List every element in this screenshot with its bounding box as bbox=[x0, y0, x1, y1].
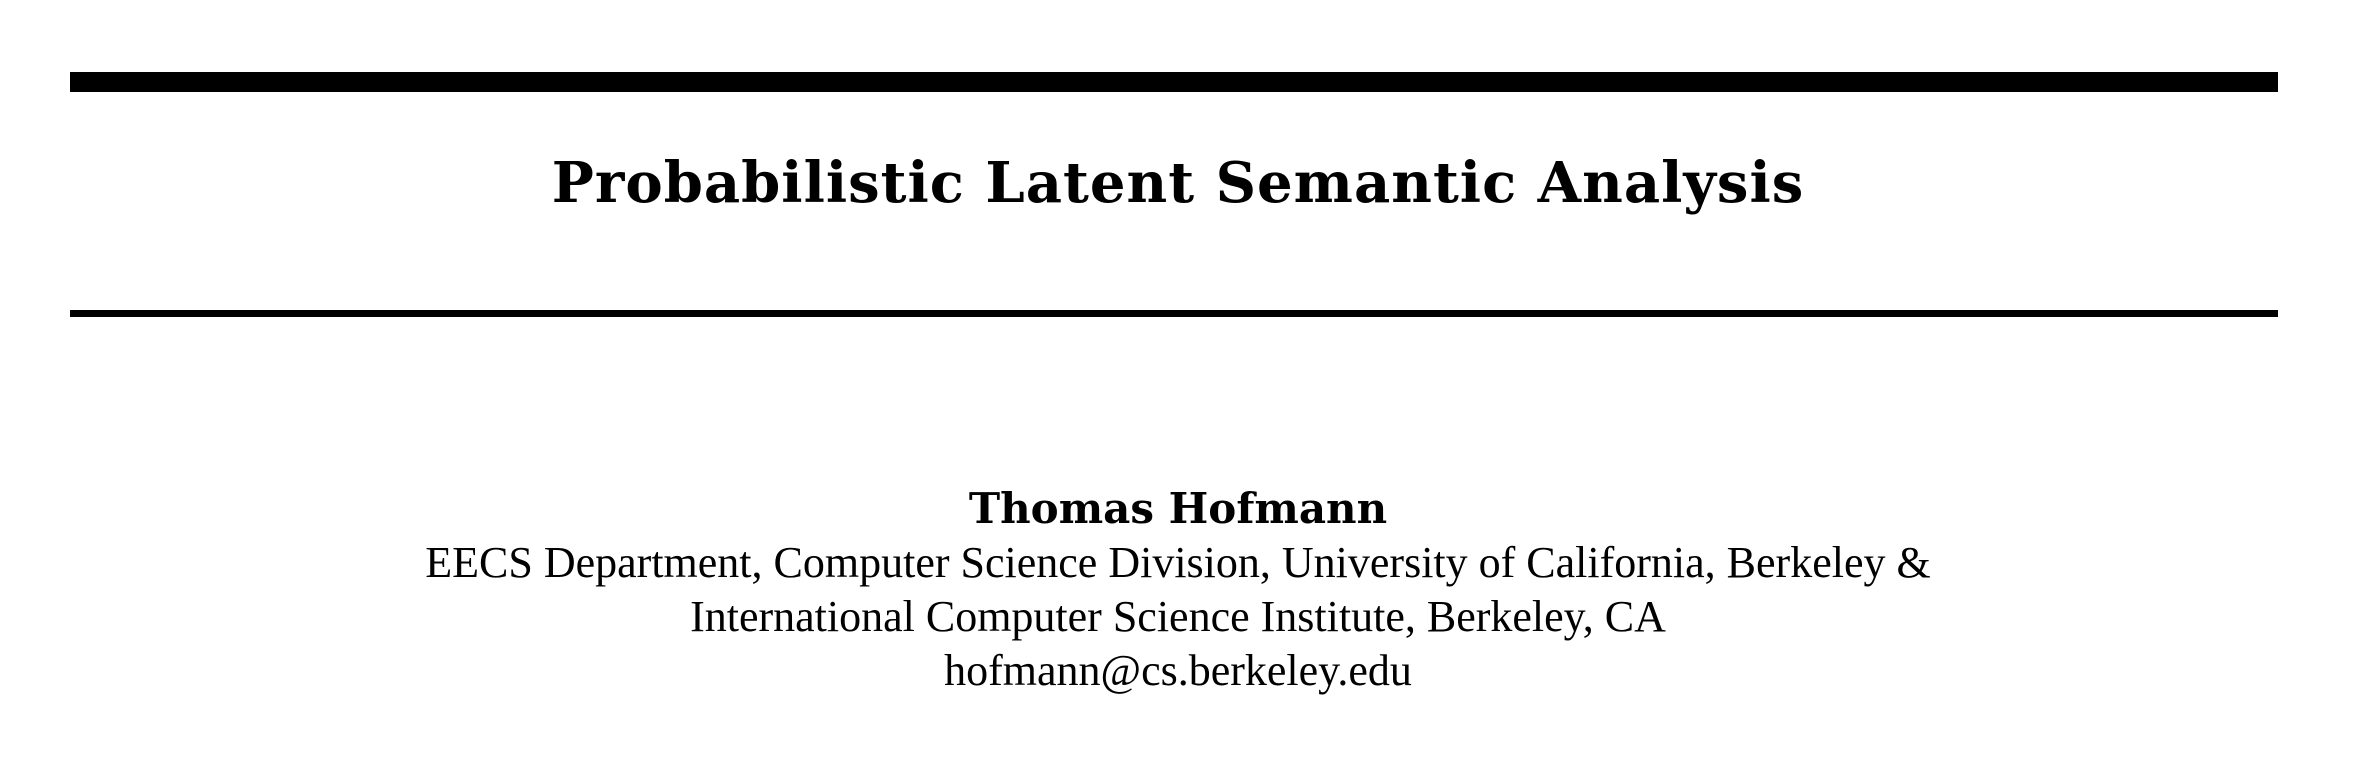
author-name: Thomas Hofmann bbox=[968, 484, 1388, 533]
title-bottom-rule bbox=[70, 310, 2278, 317]
author-affiliation-line-2: International Computer Science Institute, Berkeley, CA bbox=[690, 592, 1666, 641]
author-affiliation-line-1: EECS Department, Computer Science Division, University of California, Berkeley & bbox=[425, 538, 1931, 587]
top-thick-rule bbox=[70, 72, 2278, 92]
author-block bbox=[0, 482, 2356, 698]
paper-title: Probabilistic Latent Semantic Analysis bbox=[551, 150, 1805, 216]
author-email: hofmann@cs.berkeley.edu bbox=[944, 646, 1412, 695]
